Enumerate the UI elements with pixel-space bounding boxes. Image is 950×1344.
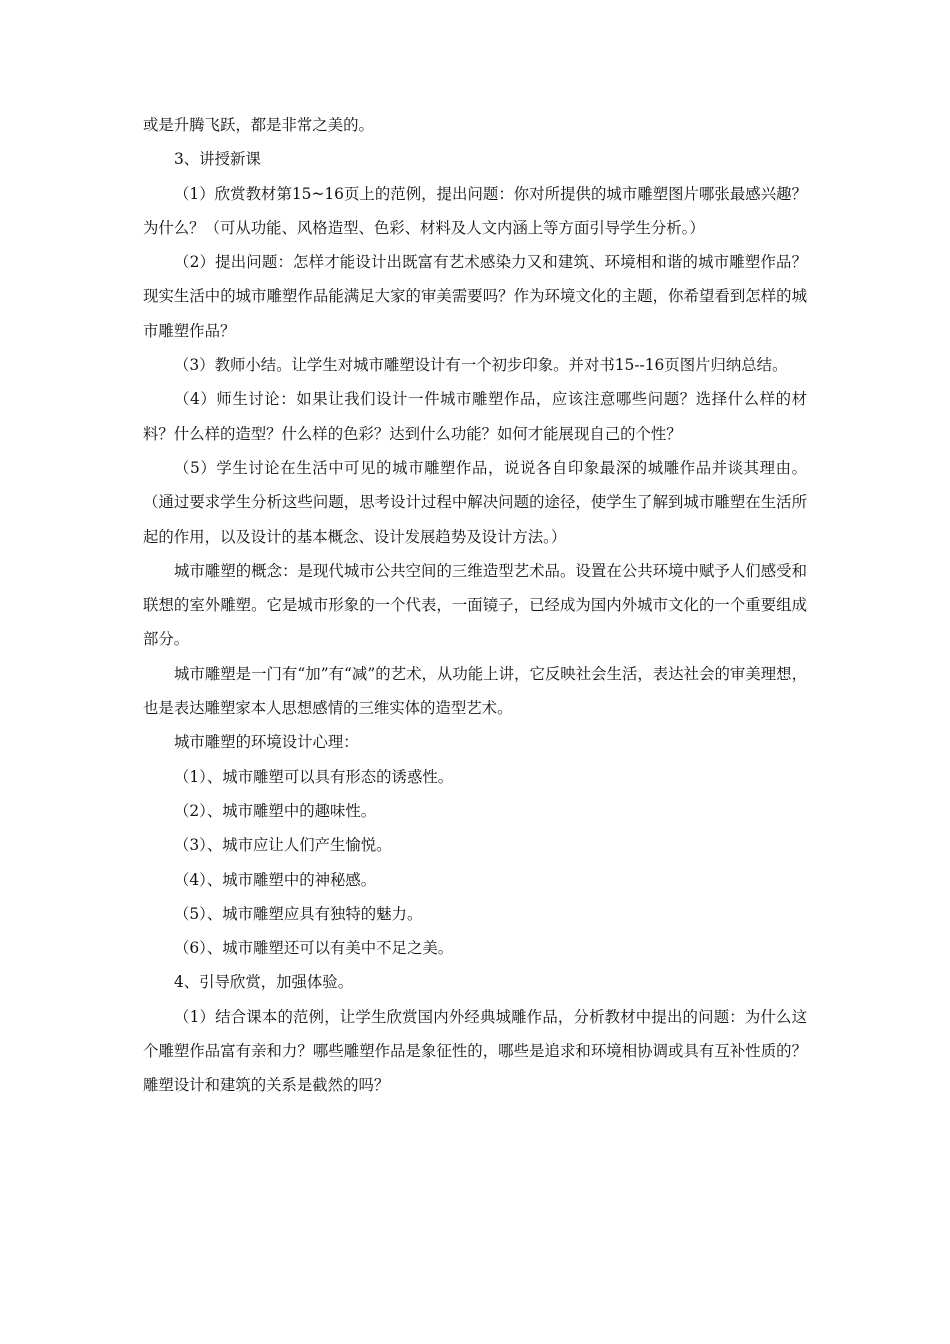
- list-item-6: （6）、城市雕塑还可以有美中不足之美。: [174, 939, 454, 958]
- list-item-5: （5）、城市雕塑应具有独特的魅力。: [174, 904, 423, 923]
- list-item-2: （2）、城市雕塑中的趣味性。: [174, 801, 377, 820]
- list-item-3: （3）、城市应让人们产生愉悦。: [174, 836, 392, 855]
- list-item-4: （4）、城市雕塑中的神秘感。: [174, 870, 377, 889]
- list-item-1: （1）、城市雕塑可以具有形态的诱惑性。: [174, 767, 454, 786]
- paragraph-18: （1）结合课本的范例，让学生欣赏国内外经典城雕作品，分析教材中提出的问题：为什么这个雕塑作品富有亲和力？哪些雕塑作品是象征性的，哪些是追求和环境相协调或具有互补性质的？雕塑设计和建筑的关系是截然的吗？: [143, 1007, 807, 1095]
- section-heading-4: 4、引导欣赏，加强体验。: [174, 973, 354, 992]
- paragraph-8: 城市雕塑的概念：是现代城市公共空间的三维造型艺术品。设置在公共环境中赋予人们感受和联想的室外雕塑。它是城市形象的一个代表，一面镜子，已经成为国内外城市文化的一个重要组成部分。: [143, 561, 807, 649]
- paragraph-4: （2）提出问题：怎样才能设计出既富有艺术感染力又和建筑、环境相和谐的城市雕塑作品？现实生活中的城市雕塑作品能满足大家的审美需要吗？作为环境文化的主题，你希望看到怎样的城市雕塑作品？: [143, 253, 807, 340]
- section-heading-3: 3、讲授新课: [174, 150, 261, 169]
- paragraph-5: （3）教师小结。让学生对城市雕塑设计有一个初步印象。并对书15--16页图片归纳总结。: [174, 356, 788, 375]
- paragraph-6: （4）师生讨论：如果让我们设计一件城市雕塑作品，应该注意哪些问题？选择什么样的材料？什么样的造型？什么样的色彩？达到什么功能？如何才能展现自己的个性？: [143, 390, 807, 443]
- paragraph-7: （5）学生讨论在生活中可见的城市雕塑作品，说说各自印象最深的城雕作品并谈其理由。（通过要求学生分析这些问题，思考设计过程中解决问题的途径，使学生了解到城市雕塑在生活所起的作用，以及设计的基本概念、设计发展趋势及设计方法。）: [143, 458, 807, 546]
- paragraph-10: 城市雕塑的环境设计心理：: [174, 733, 359, 752]
- document-body: [143, 108, 807, 1103]
- paragraph-1: 或是升腾飞跃，都是非常之美的。: [143, 116, 374, 134]
- paragraph-9: 城市雕塑是一门有“加”有“减”的艺术，从功能上讲，它反映社会生活，表达社会的审美理想，也是表达雕塑家本人思想感情的三维实体的造型艺术。: [143, 664, 807, 718]
- paragraph-3: （1）欣赏教材第15~16页上的范例，提出问题：你对所提供的城市雕塑图片哪张最感兴趣？为什么？（可从功能、风格造型、色彩、材料及人文内涵上等方面引导学生分析。）: [143, 184, 807, 237]
